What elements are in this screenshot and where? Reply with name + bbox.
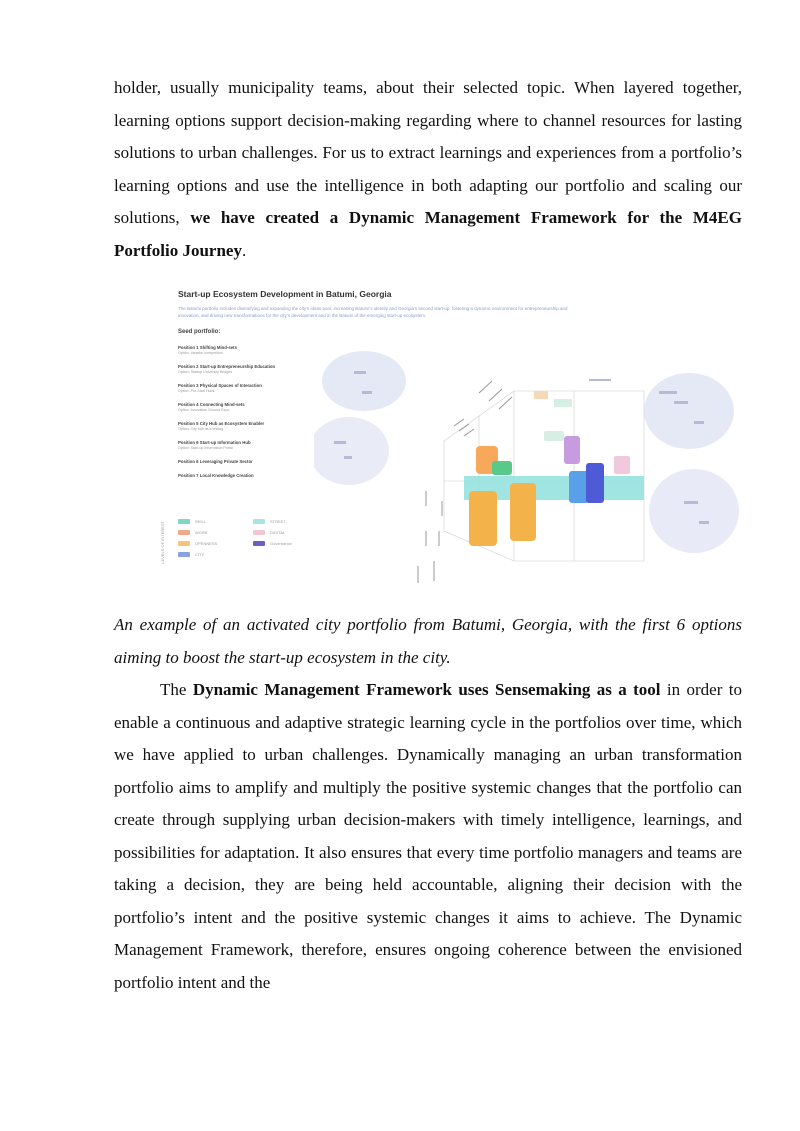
legend-item bbox=[178, 519, 233, 524]
vertical-axis-label: LEVELS OF INTEREST bbox=[160, 521, 165, 564]
paragraph-1 bbox=[114, 72, 742, 267]
figure-title: Start-up Ecosystem Development in Batumi, Georgia bbox=[178, 289, 392, 299]
legend-swatch bbox=[178, 519, 190, 524]
position-item: Position 2 Start-up Entrepreneurship Education bbox=[178, 364, 276, 369]
legend-label: CITY bbox=[195, 552, 205, 557]
paragraph-2-text: in order to enable a continuous and adaptive strategic learning cycle in the portfolios over time, which we have applied to urban challenges. Dynamically managing an urban transformation portfolio aims to amplify and multiply the positive systemic changes that the portfolio can create through supplying urban decision-makers with timely intelligence, learnings, and possibilities for adaptation. It also ensures that every time portfolio managers and teams are taking a decision, they are being held accountable, aligning their decision with the portfolio’s intent and the positive systemic changes it aims to achieve. The Dynamic Management Framework, therefore, ensures ongoing coherence between the envisioned portfolio intent and the bbox=[114, 680, 742, 992]
paragraph-2-lead: The bbox=[160, 680, 193, 699]
legend-item bbox=[253, 541, 308, 546]
paragraph-2 bbox=[114, 674, 742, 999]
legend-item bbox=[178, 552, 233, 557]
paragraph-1-end: . bbox=[241, 240, 247, 260]
legend-item bbox=[178, 530, 233, 535]
position-item: Position 5 City Hub as Ecosystem Enabler bbox=[178, 421, 265, 426]
legend-label: OPENNESS bbox=[195, 541, 218, 546]
block-pink bbox=[614, 456, 630, 474]
bar-orange-right bbox=[510, 483, 536, 541]
position-option: Option: City hub as a testing bbox=[178, 427, 224, 431]
position-option: Option: Startup University Bridges bbox=[178, 370, 233, 374]
block-mint bbox=[544, 431, 564, 441]
blob-right-top bbox=[644, 373, 734, 449]
legend-swatch bbox=[253, 519, 265, 524]
position-option: Option: Ideation competition bbox=[178, 351, 223, 355]
tag-mint bbox=[554, 399, 572, 407]
block-indigo bbox=[586, 463, 604, 503]
position-item: Position 4 Connecting Mind-sets bbox=[178, 402, 245, 407]
figure-caption: An example of an activated city portfolio from Batumi, Georgia, with the first 6 options aiming to boost the start-up ecosystem in the city. bbox=[114, 615, 742, 667]
portfolio-diagram bbox=[314, 331, 744, 601]
legend-item bbox=[253, 530, 308, 535]
position-option: Option: Innovation Ground Expo bbox=[178, 408, 230, 412]
legend-swatch bbox=[253, 541, 265, 546]
legend-item bbox=[253, 519, 308, 524]
block-green bbox=[492, 461, 512, 475]
position-option: Option: Start-up Information Portal bbox=[178, 446, 233, 450]
position-list bbox=[178, 345, 318, 487]
legend-label: Governance bbox=[270, 541, 292, 546]
position-item: Position 3 Physical Spaces of Interaction bbox=[178, 383, 262, 388]
paragraph-1-bold: we have created a Dynamic Management Framework for the M4EG Portfolio Journey bbox=[114, 208, 742, 260]
legend-label: WORK bbox=[195, 530, 208, 535]
legend-swatch bbox=[253, 530, 265, 535]
bar-orange-left bbox=[469, 491, 497, 546]
position-item: Position 6 Leveraging Private Sector bbox=[178, 459, 253, 464]
legend-label: SKILL bbox=[195, 519, 206, 524]
document-page bbox=[114, 72, 742, 999]
paragraph-1-text: holder, usually municipality teams, about their selected topic. When layered together, learning options support decision-making regarding where to channel resources for lasting solutions to urban challenges. For us to extract learnings and experiences from a portfolio’s learning options and use the intelligence in both adapting our portfolio and scaling our solutions, bbox=[114, 78, 742, 227]
blob-left-bottom bbox=[314, 417, 389, 485]
legend-label: DIGITAL bbox=[270, 530, 286, 535]
legend-swatch bbox=[178, 552, 190, 557]
figure-subtitle: The Batumi portfolio includes diversifying and expanding the city’s ideas pool, increasing Batumi’s identity and Georgia’s second start-up, fostering a dynamic environment for entrepreneurship and innovation, and driving new transformations for the city’s development and in the Batumi of the emerging start-up ecosystem. bbox=[178, 306, 568, 318]
blob-left-top bbox=[322, 351, 406, 411]
legend-item bbox=[178, 541, 233, 546]
legend-swatch bbox=[178, 541, 190, 546]
figure-legend bbox=[178, 519, 318, 563]
position-item: Position 1 Shifting Mind-sets bbox=[178, 345, 237, 350]
portfolio-figure bbox=[114, 281, 742, 599]
legend-swatch bbox=[178, 530, 190, 535]
legend-label: STREET bbox=[270, 519, 286, 524]
blob-right-bottom bbox=[649, 469, 739, 553]
position-option: Option: Pro-Start Hubs bbox=[178, 389, 215, 393]
seed-portfolio-label: Seed portfolio: bbox=[178, 329, 221, 335]
paragraph-2-bold: Dynamic Management Framework uses Sensemaking as a tool bbox=[192, 680, 661, 699]
tag-peach bbox=[534, 391, 548, 399]
position-item: Position 6 Start-up Information Hub bbox=[178, 440, 251, 445]
position-item: Position 7 Local Knowledge Creation bbox=[178, 473, 254, 478]
block-purple bbox=[564, 436, 580, 464]
